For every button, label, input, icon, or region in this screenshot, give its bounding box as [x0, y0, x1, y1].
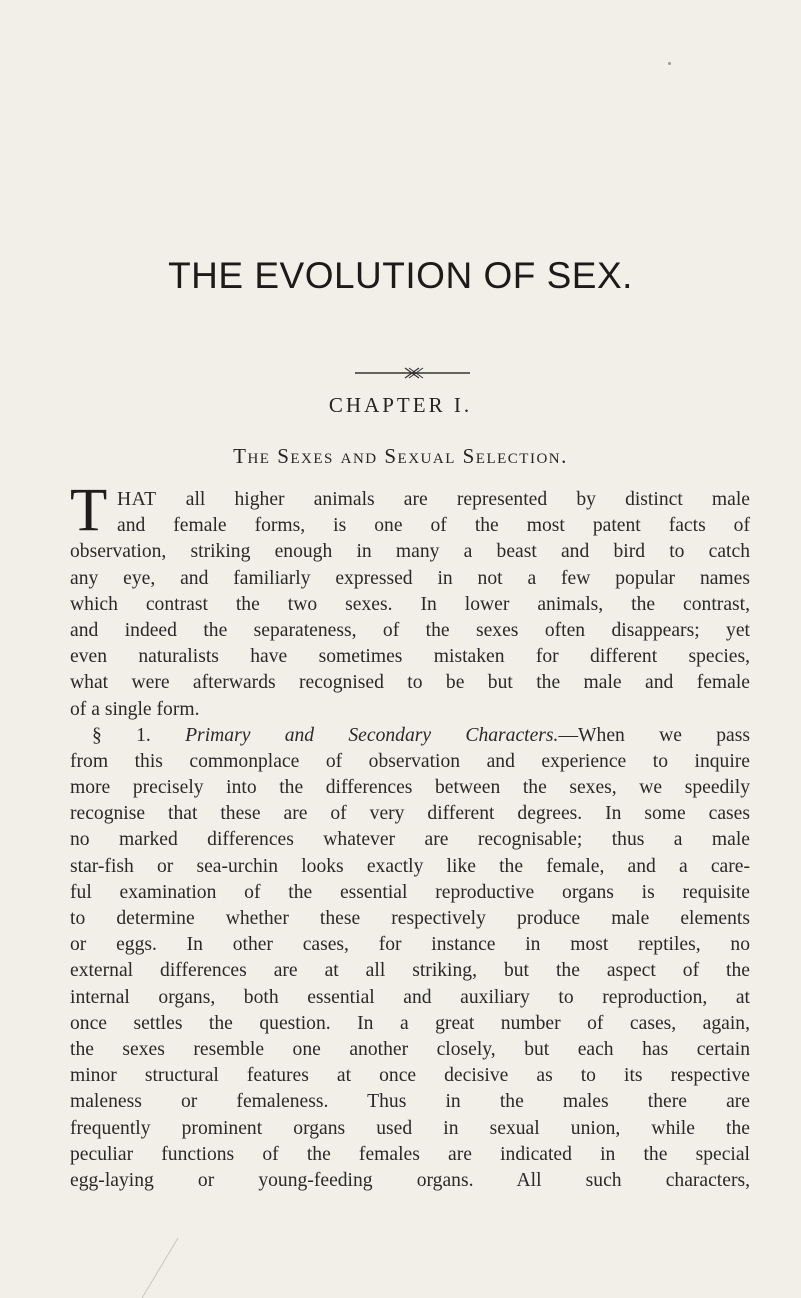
line-text: —When we pass: [558, 724, 751, 746]
paragraph-line: and female forms, is one of the most patent facts of: [117, 515, 750, 537]
section-heading: Primary and Secondary Characters.: [185, 724, 559, 746]
chapter-heading: CHAPTER I.: [328, 393, 473, 417]
paragraph-line: from this commonplace of observation and experience to inquire: [70, 750, 750, 772]
paragraph-line: once settles the question. In a great number of cases, again,: [70, 1012, 750, 1034]
paragraph-line: external differences are at all striking, but the aspect of the: [70, 960, 750, 982]
paragraph-line: ful examination of the essential reproductive organs is requisite: [70, 881, 750, 903]
paragraph-line: more precisely into the differences between the sexes, we speedily: [70, 777, 750, 799]
paragraph-line: peculiar functions of the females are indicated in the special: [70, 1143, 750, 1165]
line-text: all higher animals are represented by distinct male: [156, 489, 750, 510]
paragraph-line: which contrast the two sexes. In lower animals, the contrast,: [70, 593, 750, 615]
paragraph-line: and indeed the separateness, of the sexes often disappears; yet: [70, 619, 750, 641]
paper-speck: [668, 62, 671, 65]
book-title: THE EVOLUTION OF SEX.: [168, 255, 633, 296]
paragraph-line: observation, striking enough in many a beast and bird to catch: [70, 541, 750, 563]
paragraph-line: even naturalists have sometimes mistaken for different species,: [70, 646, 750, 668]
paragraph-line: any eye, and familiarly expressed in not a few popular names: [70, 567, 750, 589]
section-number: § 1.: [92, 724, 151, 746]
paragraph-line: no marked differences whatever are recognisable; thus a male: [70, 829, 750, 851]
paragraph-line: internal organs, both essential and auxiliary to reproduction, at: [70, 986, 750, 1008]
chapter-title: The Sexes and Sexual Selection.: [233, 444, 568, 468]
body-text: [70, 477, 751, 1194]
paragraph-line: to determine whether these respectively produce male elements: [70, 908, 750, 929]
ornament-rule-icon: [355, 365, 470, 381]
paragraph-line: of a single form.: [70, 698, 200, 720]
paragraph-line: recognise that these are of very different degrees. In some cases: [70, 803, 750, 825]
page-crease-mark: [140, 1238, 200, 1298]
paragraph-line: what were afterwards recognised to be but the male and female: [70, 672, 750, 694]
paragraph-line: minor structural features at once decisive as to its respective: [70, 1065, 750, 1087]
paragraph-line: egg-laying or young-feeding organs. All such characters,: [70, 1169, 750, 1191]
opening-caps: HAT: [117, 489, 157, 510]
paragraph-line: the sexes resemble one another closely, but each has certain: [70, 1038, 750, 1060]
drop-cap: T: [70, 477, 108, 544]
paragraph-line: [70, 723, 750, 749]
paragraph-line: star-fish or sea-urchin looks exactly like the female, and a care-: [70, 855, 750, 877]
paragraph-line: frequently prominent organs used in sexual union, while the: [70, 1117, 750, 1139]
paragraph-line: or eggs. In other cases, for instance in most reptiles, no: [70, 934, 750, 956]
paragraph-line: maleness or femaleness. Thus in the males there are: [70, 1091, 750, 1113]
